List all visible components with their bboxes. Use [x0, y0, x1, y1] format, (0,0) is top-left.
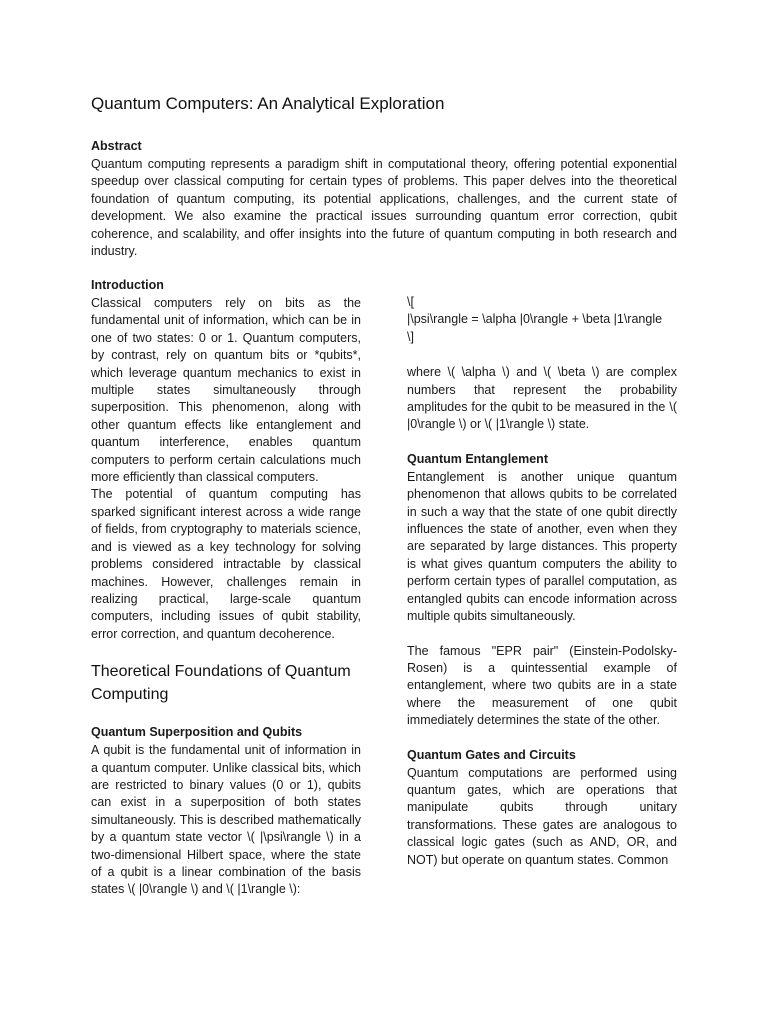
equation-note: where \( \alpha \) and \( \beta \) are complex numbers that represent the probability amplitudes for the qubit to be measured in the \( |0\rangle \) or \( |1\rangle \) state. [407, 365, 677, 432]
left-column [91, 277, 361, 899]
equation-body: |\psi\rangle = \alpha |0\rangle + \beta |1\rangle [407, 312, 663, 327]
entanglement-paragraph-2: The famous "EPR pair" (Einstein-Podolsky-Rosen) is a quintessential example of entanglement, where two qubits are in a state where the measurement of one qubit immediately determines the state of the other. [407, 643, 677, 728]
right-column [407, 294, 677, 869]
gates-paragraph: Quantum computations are performed using quantum gates, which are operations that manipulate qubits through unitary transformations. These gates are analogous to classical logic gates (such as AND, OR, and NOT) but operate on quantum states. Common [407, 765, 677, 867]
equation-block [407, 294, 677, 346]
abstract-text: Quantum computing represents a paradigm shift in computational theory, offering potential exponential speedup over classical computing for certain types of problems. This paper delves into the theoretical foundation of quantum computing, its potential applications, challenges, and the current state of development. We also examine the practical issues surrounding quantum error correction, qubit coherence, and scalability, and offer insights into the future of quantum computing in both research and industry. [91, 157, 677, 259]
superposition-heading: Quantum Superposition and Qubits [91, 725, 303, 740]
theory-section-heading: Theoretical Foundations of Quantum Computing [91, 663, 351, 704]
introduction-paragraph-1: Classical computers rely on bits as the fundamental unit of information, which can be in one of two states: 0 or 1. Quantum computers, by contrast, rely on quantum bits or *qubits*, which leverage quantum mechanics to exist in multiple states simultaneously through superposition. This phenomenon, along with other quantum effects like entanglement and quantum interference, enables quantum computers to perform certain calculations much more efficiently than classical computers. [91, 296, 361, 485]
equation-close: \] [407, 329, 414, 344]
introduction-paragraph-2: The potential of quantum computing has sparked significant interest across a wide range of fields, from cryptography to materials science, and is viewed as a key technology for solving problems considered intractable by classical machines. However, challenges remain in realizing practical, large-scale quantum computers, including issues of qubit stability, error correction, and quantum decoherence. [91, 487, 361, 641]
equation-open: \[ [407, 295, 414, 309]
paper-title: Quantum Computers: An Analytical Exploration [91, 94, 445, 113]
abstract-heading: Abstract [91, 139, 142, 153]
entanglement-paragraph-1: Entanglement is another unique quantum phenomenon that allows qubits to be correlated in such a way that the state of one qubit directly influences the state of another, even when they are separated by large distances. This property is what gives quantum computers the ability to perform certain types of parallel computation, as entangled qubits can encode information across multiple qubits simultaneously. [407, 469, 677, 624]
entanglement-heading: Quantum Entanglement [407, 451, 548, 466]
superposition-paragraph: A qubit is the fundamental unit of information in a quantum computer. Unlike classical bits, which are restricted to binary values (0 or 1), qubits can exist in a superposition of both states simultaneously. This is described mathematically by a quantum state vector \( |\psi\rangle \) in a two-dimensional Hilbert space, where the state of a qubit is a linear combination of the basis states \( |0\rangle \) and \( |1\rangle \): [91, 743, 361, 897]
introduction-heading: Introduction [91, 278, 164, 292]
gates-heading: Quantum Gates and Circuits [407, 747, 576, 762]
abstract-section [91, 138, 677, 260]
